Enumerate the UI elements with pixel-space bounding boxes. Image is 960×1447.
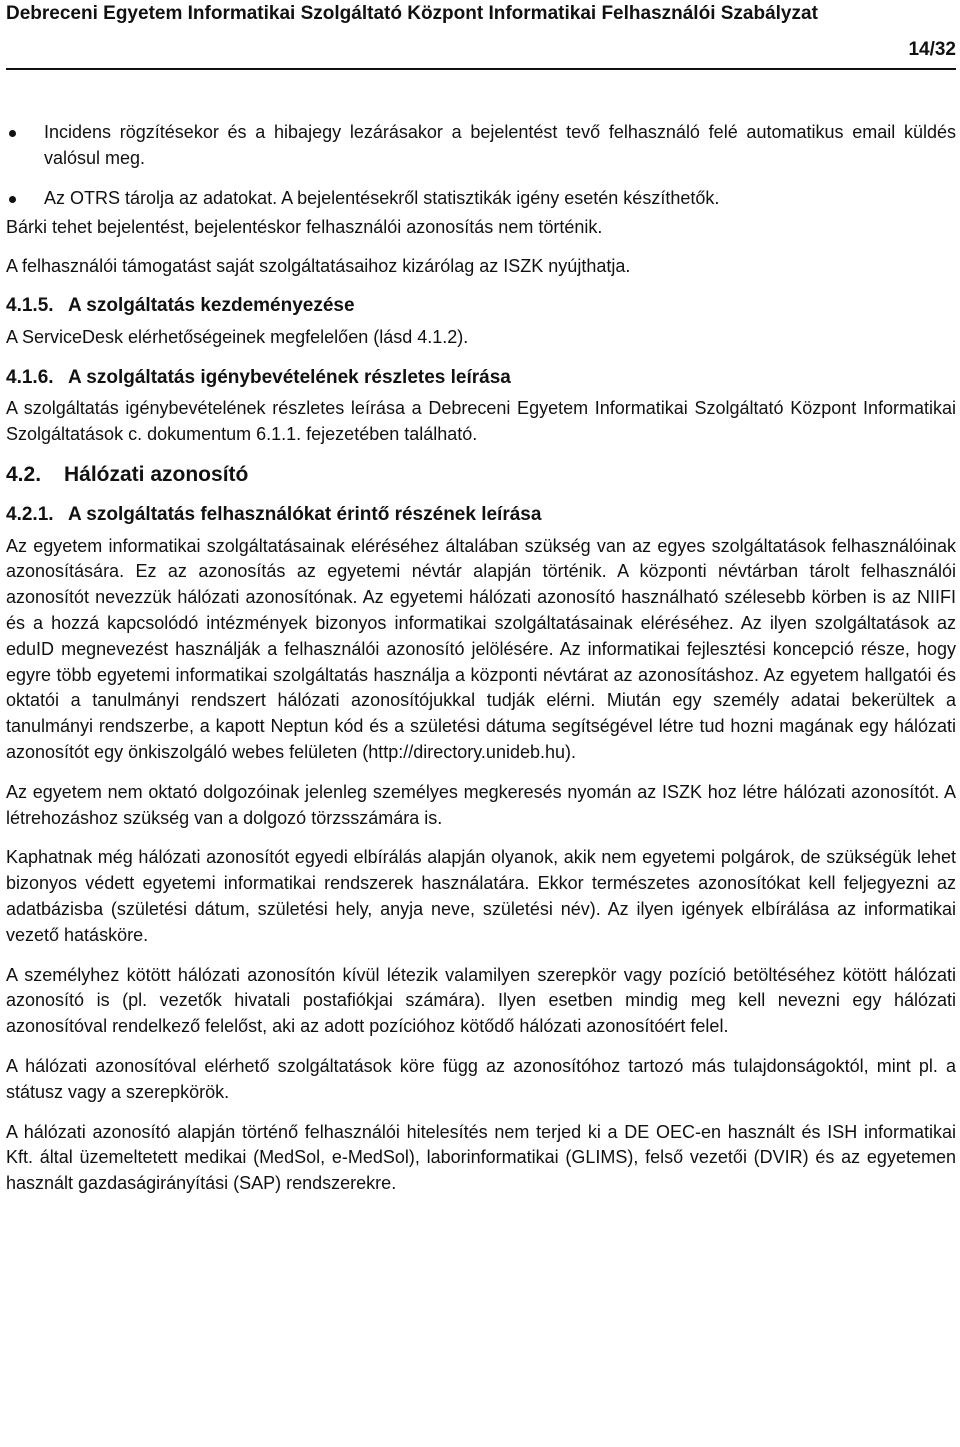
section-title: A szolgáltatás kezdeményezése bbox=[68, 294, 355, 316]
section-title: A szolgáltatás igénybevételének részletes leírása bbox=[68, 366, 511, 388]
list-item bbox=[6, 186, 956, 212]
bullet-icon bbox=[9, 196, 16, 203]
section-title: A szolgáltatás felhasználókat érintő részének leírása bbox=[68, 503, 542, 525]
section-heading-4-2 bbox=[6, 462, 956, 488]
paragraph: Kaphatnak még hálózati azonosítót egyedi elbírálás alapján olyanok, akik nem egyetemi polgárok, de szükségük lehet bizonyos védett egyetemi informatikai rendszerek használatára. Ekkor természetes azonosítókat kell feljegyezni az adatbázisba (születési dátum, születési hely, anyja neve, születési név). Az ilyen igények elbírálása az informatikai vezető hatásköre. bbox=[6, 847, 956, 945]
list-item-text: Incidens rögzítésekor és a hibajegy lezárásakor a bejelentést tevő felhasználó felé automatikus email küldés valósul meg. bbox=[44, 122, 956, 168]
document-body bbox=[6, 120, 956, 1211]
text-line: A felhasználói támogatást saját szolgáltatásaihoz kizárólag az ISZK nyújthatja. bbox=[6, 256, 631, 277]
paragraph: A hálózati azonosító alapján történő felhasználói hitelesítés nem terjed ki a DE OEC-en használt és ISH informatikai Kft. által üzemeltetett medikai (MedSol, e-MedSol), laborinformatikai (GLIMS), felső vezetői (DVIR) és az egyetemen használt gazdaságirányítási (SAP) rendszerekre. bbox=[6, 1121, 956, 1194]
paragraph: Az egyetem informatikai szolgáltatásainak eléréséhez általában szükség van az egyes szolgáltatások felhasználóinak azonosítására. Ez az azonosítás az egyetemi névtár alapján történik. A központi névtárban tárolt felhasználói azonosítót nevezzük hálózati azonosítónak. Az egyetemi hálózati azonosító használható szélesebb körben is az NIIFI és a hozzá kapcsolódó intézmények bizonyos informatikai szolgáltatásainak eléréséhez. Az ilyen szolgáltatások az eduID megnevezést használják a felhasználói azonosító jelölésére. Az informatikai fejlesztési koncepció része, hogy egyre több egyetemi informatikai szolgáltatás használja a központi névtárat az azonosításhoz. Az egyetem hallgatói és oktatói a tanulmányi rendszert hálózati azonosítójukkal tudják elérni. Miután egy személy adatai bekerültek a tanulmányi rendszerbe, a kapott Neptun kód és a születési dátuma segítségével létre tud hozni magának egy hálózati azonosítót egy önkiszolgáló webes felületen (http://directory.unideb.hu). bbox=[6, 535, 956, 762]
paragraph: A hálózati azonosítóval elérhető szolgáltatások köre függ az azonosítóhoz tartozó más tulajdonságoktól, mint pl. a státusz vagy a szerepkörök. bbox=[6, 1055, 956, 1102]
paragraph: Az egyetem nem oktató dolgozóinak jelenleg személyes megkeresés nyomán az ISZK hoz létre hálózati azonosítót. A létrehozáshoz szükség van a dolgozó törzsszámára is. bbox=[6, 781, 956, 828]
section-text: A szolgáltatás igénybevételének részletes leírása a Debreceni Egyetem Informatikai Szolgáltató Központ Informatikai Szolgáltatások c. dokumentum 6.1.1. fejezetében található. bbox=[6, 398, 956, 445]
list-item-text: Az OTRS tárolja az adatokat. A bejelentésekről statisztikák igény esetén készíthetők. bbox=[44, 187, 720, 208]
section-number: 4.2.1. bbox=[6, 503, 54, 525]
text-line: Bárki tehet bejelentést, bejelentéskor felhasználói azonosítás nem történik. bbox=[6, 217, 603, 238]
header-title: Debreceni Egyetem Informatikai Szolgáltató Központ Informatikai Felhasználói Szabályzat bbox=[6, 3, 818, 24]
section-number: 4.2. bbox=[6, 462, 42, 486]
section-title: Hálózati azonosító bbox=[64, 462, 249, 486]
section-number: 4.1.5. bbox=[6, 294, 54, 316]
page-number: 14/32 bbox=[908, 39, 956, 60]
header-divider bbox=[6, 68, 956, 70]
section-number: 4.1.6. bbox=[6, 366, 54, 388]
section-text: A ServiceDesk elérhetőségeinek megfelelően (lásd 4.1.2). bbox=[6, 326, 469, 347]
bullet-icon bbox=[9, 130, 16, 137]
section-heading-4-2-1 bbox=[6, 502, 956, 528]
section-heading-4-1-6 bbox=[6, 365, 956, 391]
section-heading-4-1-5 bbox=[6, 293, 956, 319]
list-item bbox=[6, 120, 956, 172]
paragraph: A személyhez kötött hálózati azonosítón kívül létezik valamilyen szerepkör vagy pozíció betöltéséhez kötött hálózati azonosító is (pl. vezetők hivatali postafiókjai számára). Ilyen esetben mindig meg kell nevezni egy hálózati azonosítóval rendelkező felelőst, aki az adott pozícióhoz kötődő hálózati azonosítóért felel. bbox=[6, 964, 956, 1037]
